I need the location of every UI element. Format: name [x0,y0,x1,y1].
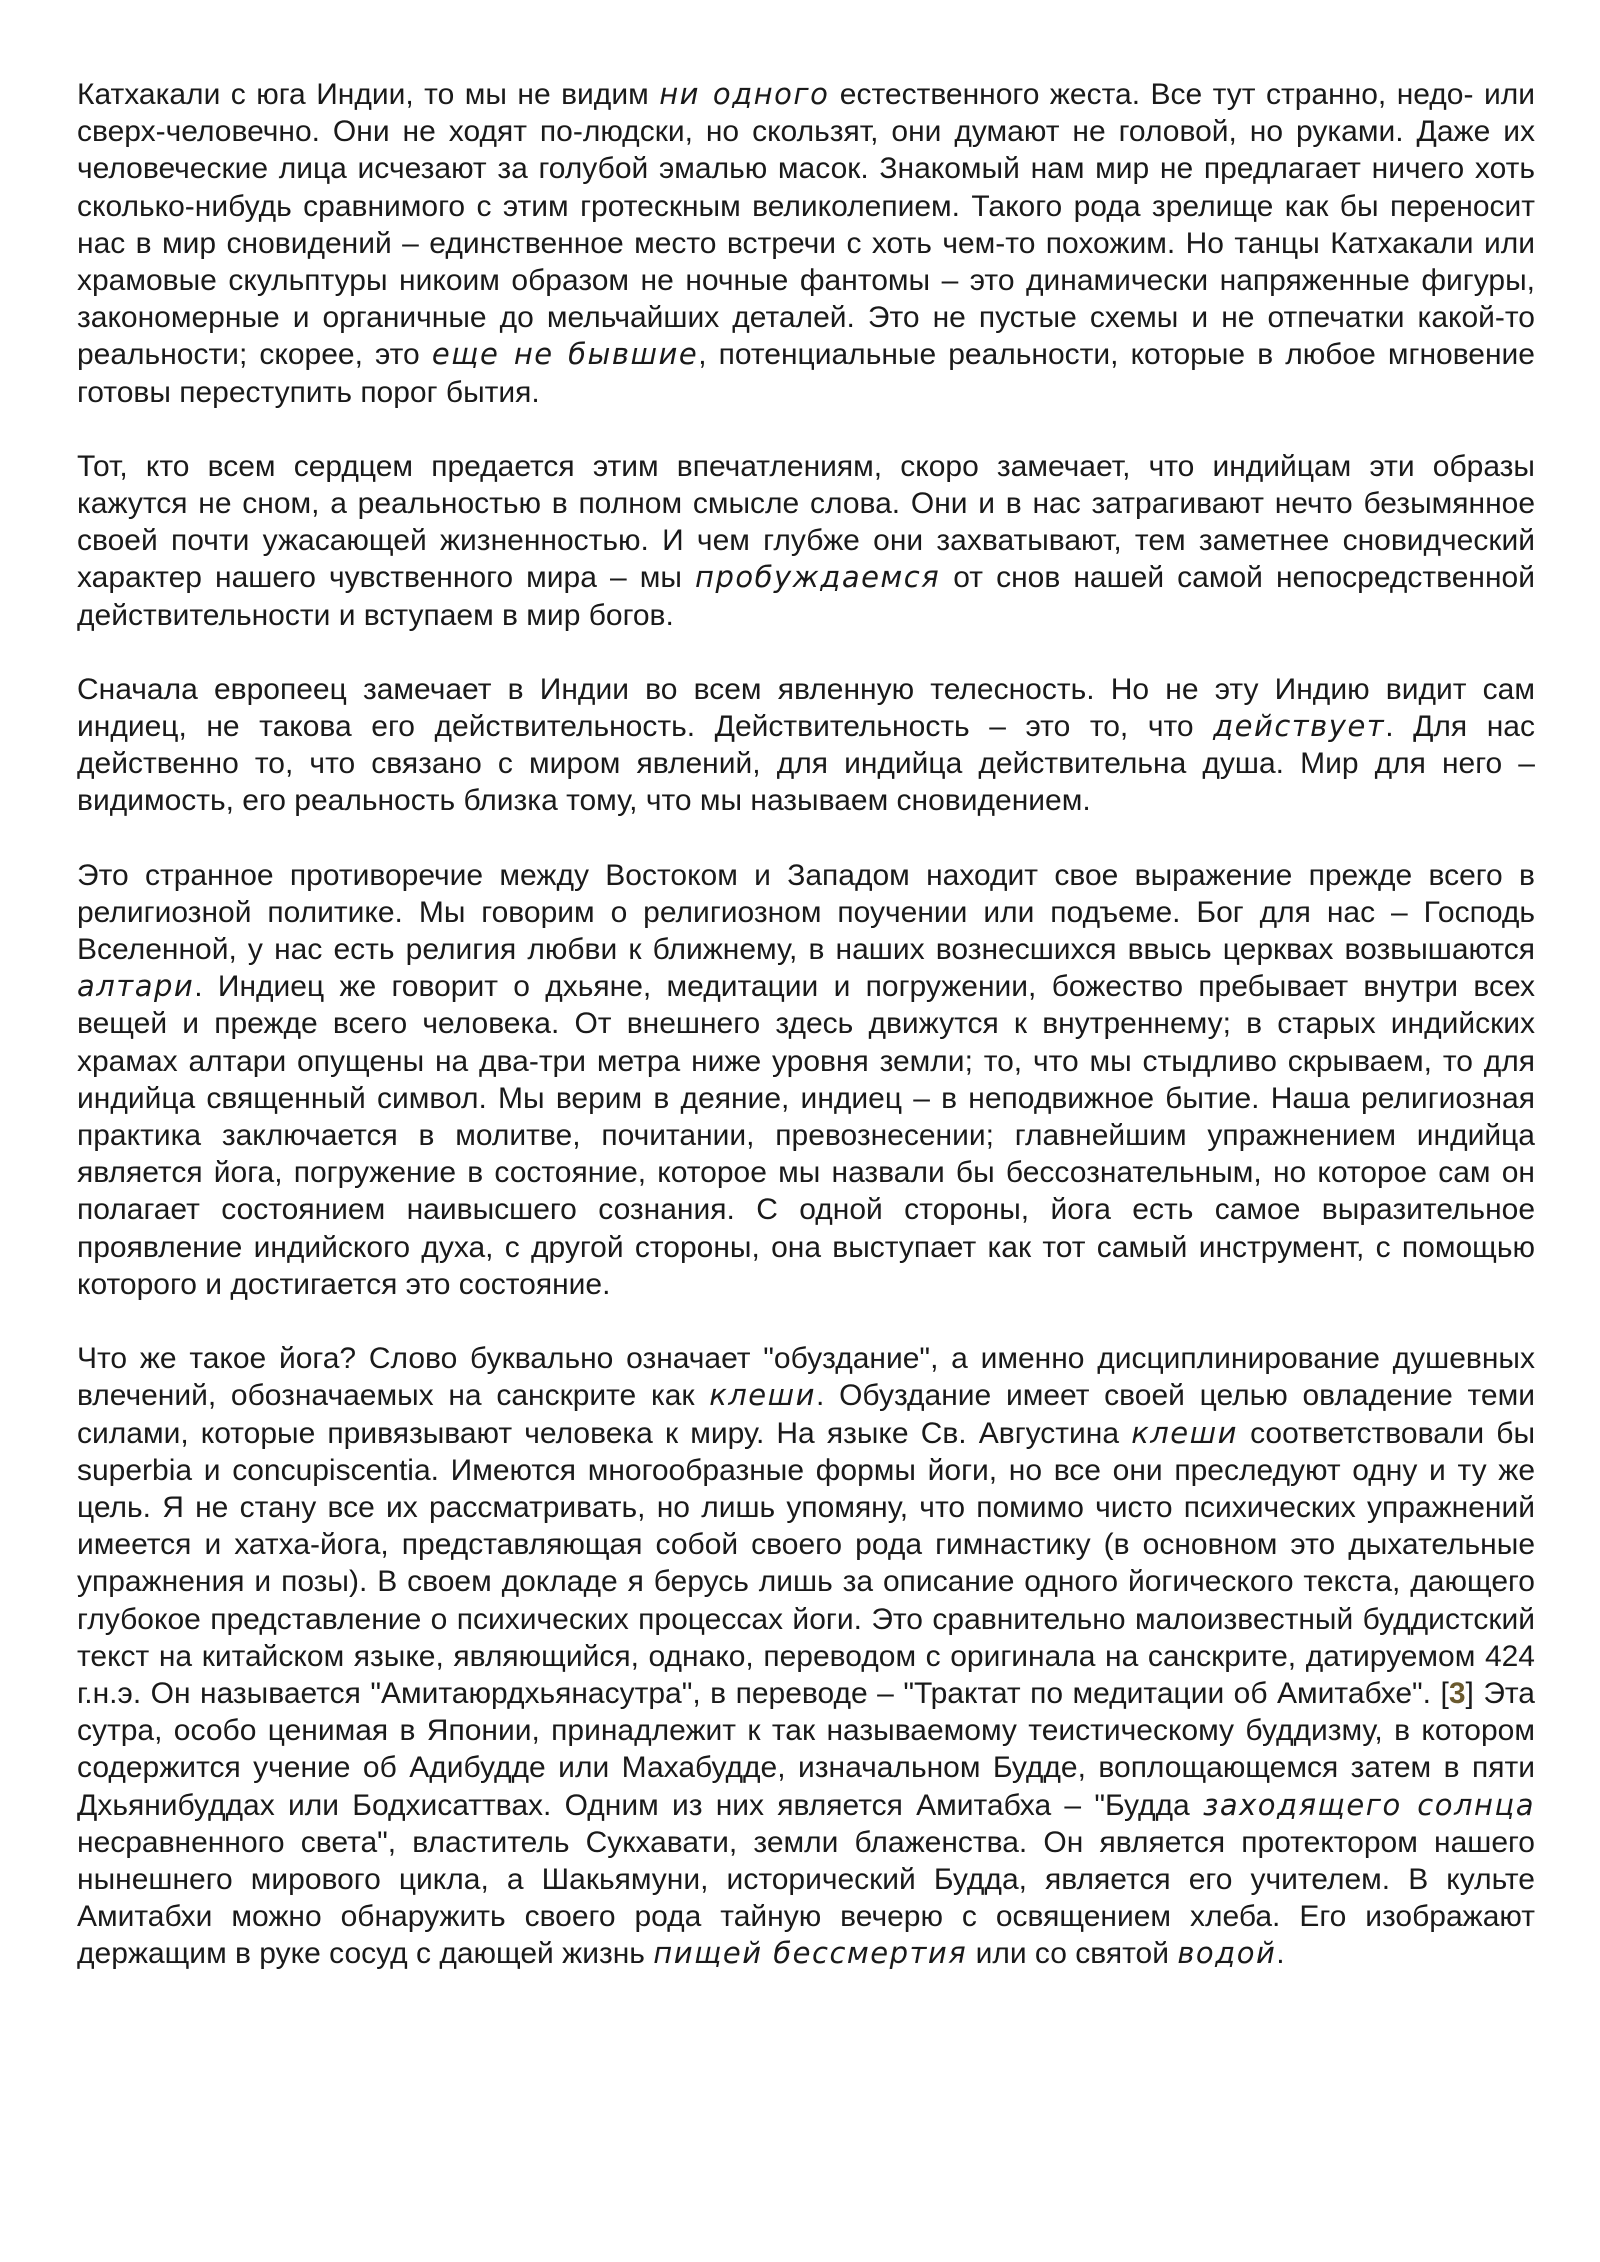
text-run: Это странное противоречие между Востоком и Западом находит свое выражение прежде всего в религиозной политике. Мы говорим о религиозном поучении или подъеме. Бог для нас – Господь Вселенной, у нас есть религия любви к ближнему, в наших вознесшихся ввысь церквах возвышаются [77,858,1535,967]
paragraph-3 [77,671,1535,820]
text-run: . Обуздание имеет своей целью овладение теми силами, которые привязывают человека к миру. На языке Св. Августина [77,1379,1535,1450]
text-run: . [1276,1937,1285,1971]
emphasis-text: ни одного [659,77,830,111]
text-run: Катхакали с юга Индии, то мы не видим [77,78,660,111]
paragraph-1 [77,76,1535,411]
emphasis-text: действует [1213,709,1386,744]
text-run: ] Эта сутра, особо ценимая в Японии, принадлежит к так называемому теистическому буддизму, в котором содержится учение об Адибудде или Махабудде, изначальном Будде, воплощающемся затем в пяти Дхьянибуддах или Бодхисаттвах. Одним из них является Амитабха – "Будда [77,1676,1535,1822]
emphasis-text: пищей бессмертия [653,1936,968,1971]
emphasis-text: клеши [709,1378,817,1413]
text-run: несравненного света", властитель Сукхавати, земли блаженства. Он является протектором нашего нынешнего мирового цикла, а Шакьямуни, исторический Будда, является его учителем. В культе Амитабхи можно обнаружить своего рода тайную вечерю с освящением хлеба. Его изображают держащим в руке сосуд с дающей жизнь [77,1825,1535,1971]
text-run: , потенциальные реальности, которые в любое мгновение готовы переступить порог бытия. [77,338,1535,409]
footnote-ref-link[interactable]: 3 [1448,1676,1466,1710]
emphasis-text: алтари [77,969,195,1004]
text-run: Что же такое йога? Слово буквально означает "обуздание", а именно дисциплинирование душевных влечений, обозначаемых на санскрите как [77,1342,1535,1413]
text-run: от снов нашей самой непосредственной действительности и вступаем в мир богов. [77,561,1535,632]
emphasis-text: клеши [1131,1415,1238,1450]
paragraph-5 [77,1340,1535,1972]
text-run: Тот, кто всем сердцем предается этим впечатлениям, скоро замечает, что индийцам эти образы кажутся не сном, а реальностью в полном смысле слова. Они и в нас затрагивают нечто безымянное своей почти ужасающей жизненностью. И чем глубже они захватывают, тем заметнее сновидческий характер нашего чувственного мира – мы [77,449,1535,595]
text-run: . Индиец же говорит о дхьяне, медитации и погружении, божество пребывает внутри всех вещей и прежде всего человека. От внешнего здесь движутся к внутреннему; в старых индийских храмах алтари опущены на два-три метра ниже уровня земли; то, что мы стыдливо скрываем, то для индийца священный символ. Мы верим в деяние, индиец – в неподвижное бытие. Наша религиозная практика заключается в молитве, почитании, превознесении; главнейшим упражнением индийца является йога, погружение в состояние, которое мы назвали бы бессознательным, но которое сам он полагает состоянием наивысшего сознания. С одной стороны, йога есть самое выразительное проявление индийского духа, с другой стороны, она выступает как тот самый инструмент, с помощью которого и достигается это состояние. [77,970,1535,1301]
text-run: естественного жеста. Все тут странно, недо- или сверх-человечно. Они не ходят по-людски, но скользят, они думают не головой, но руками. Даже их человеческие лица исчезают за голубой эмалью масок. Знакомый нам мир не предлагает ничего хоть сколько-нибудь сравнимого с этим гротескным великолепием. Такого рода зрелище как бы переносит нас в мир сновидений – единственное место встречи с хоть чем-то похожим. Но танцы Катхакали или храмовые скульптуры никоим образом не ночные фантомы – это динамически напряженные фигуры, закономерные и органичные до мельчайших деталей. Это не пустые схемы и не отпечатки какой-то реальности; скорее, это [77,78,1535,372]
document-page [77,76,1535,1973]
paragraph-2 [77,448,1535,634]
paragraph-4 [77,857,1535,1303]
text-run: соответствовали бы superbia и concupiscentia. Имеются многообразные формы йоги, но все они преследуют одну и ту же цель. Я не стану все их рассматривать, но лишь упомяну, что помимо чисто психических упражнений имеется и хатха-йога, представляющая собой своего рода гимнастику (в основном это дыхательные упражнения и позы). В своем докладе я берусь лишь за описание одного йогического текста, дающего глубокое представление о психических процессах йоги. Это сравнительно малоизвестный буддистский текст на китайском языке, являющийся, однако, переводом с оригинала на санскрите, датируемом 424 г.н.э. Он называется "Амитаюрдхьянасутра", в переводе – "Трактат по медитации об Амитабхе". [ [77,1416,1536,1710]
text-run: или со святой [967,1937,1178,1971]
emphasis-text: еще не бывшие [431,337,699,372]
emphasis-text: заходящего солнца [1202,1787,1536,1822]
text-run: . Для нас действенно то, что связано с миром явлений, для индийца действительна душа. Мир для него – видимость, его реальность близка тому, что мы называем сновидением. [77,710,1535,818]
emphasis-text: пробуждаемся [694,560,941,595]
emphasis-text: водой [1177,1936,1277,1971]
text-run: Сначала европеец замечает в Индии во всем явленную телесность. Но не эту Индию видит сам индиец, не такова его действительность. Действительность – это то, что [77,672,1535,744]
